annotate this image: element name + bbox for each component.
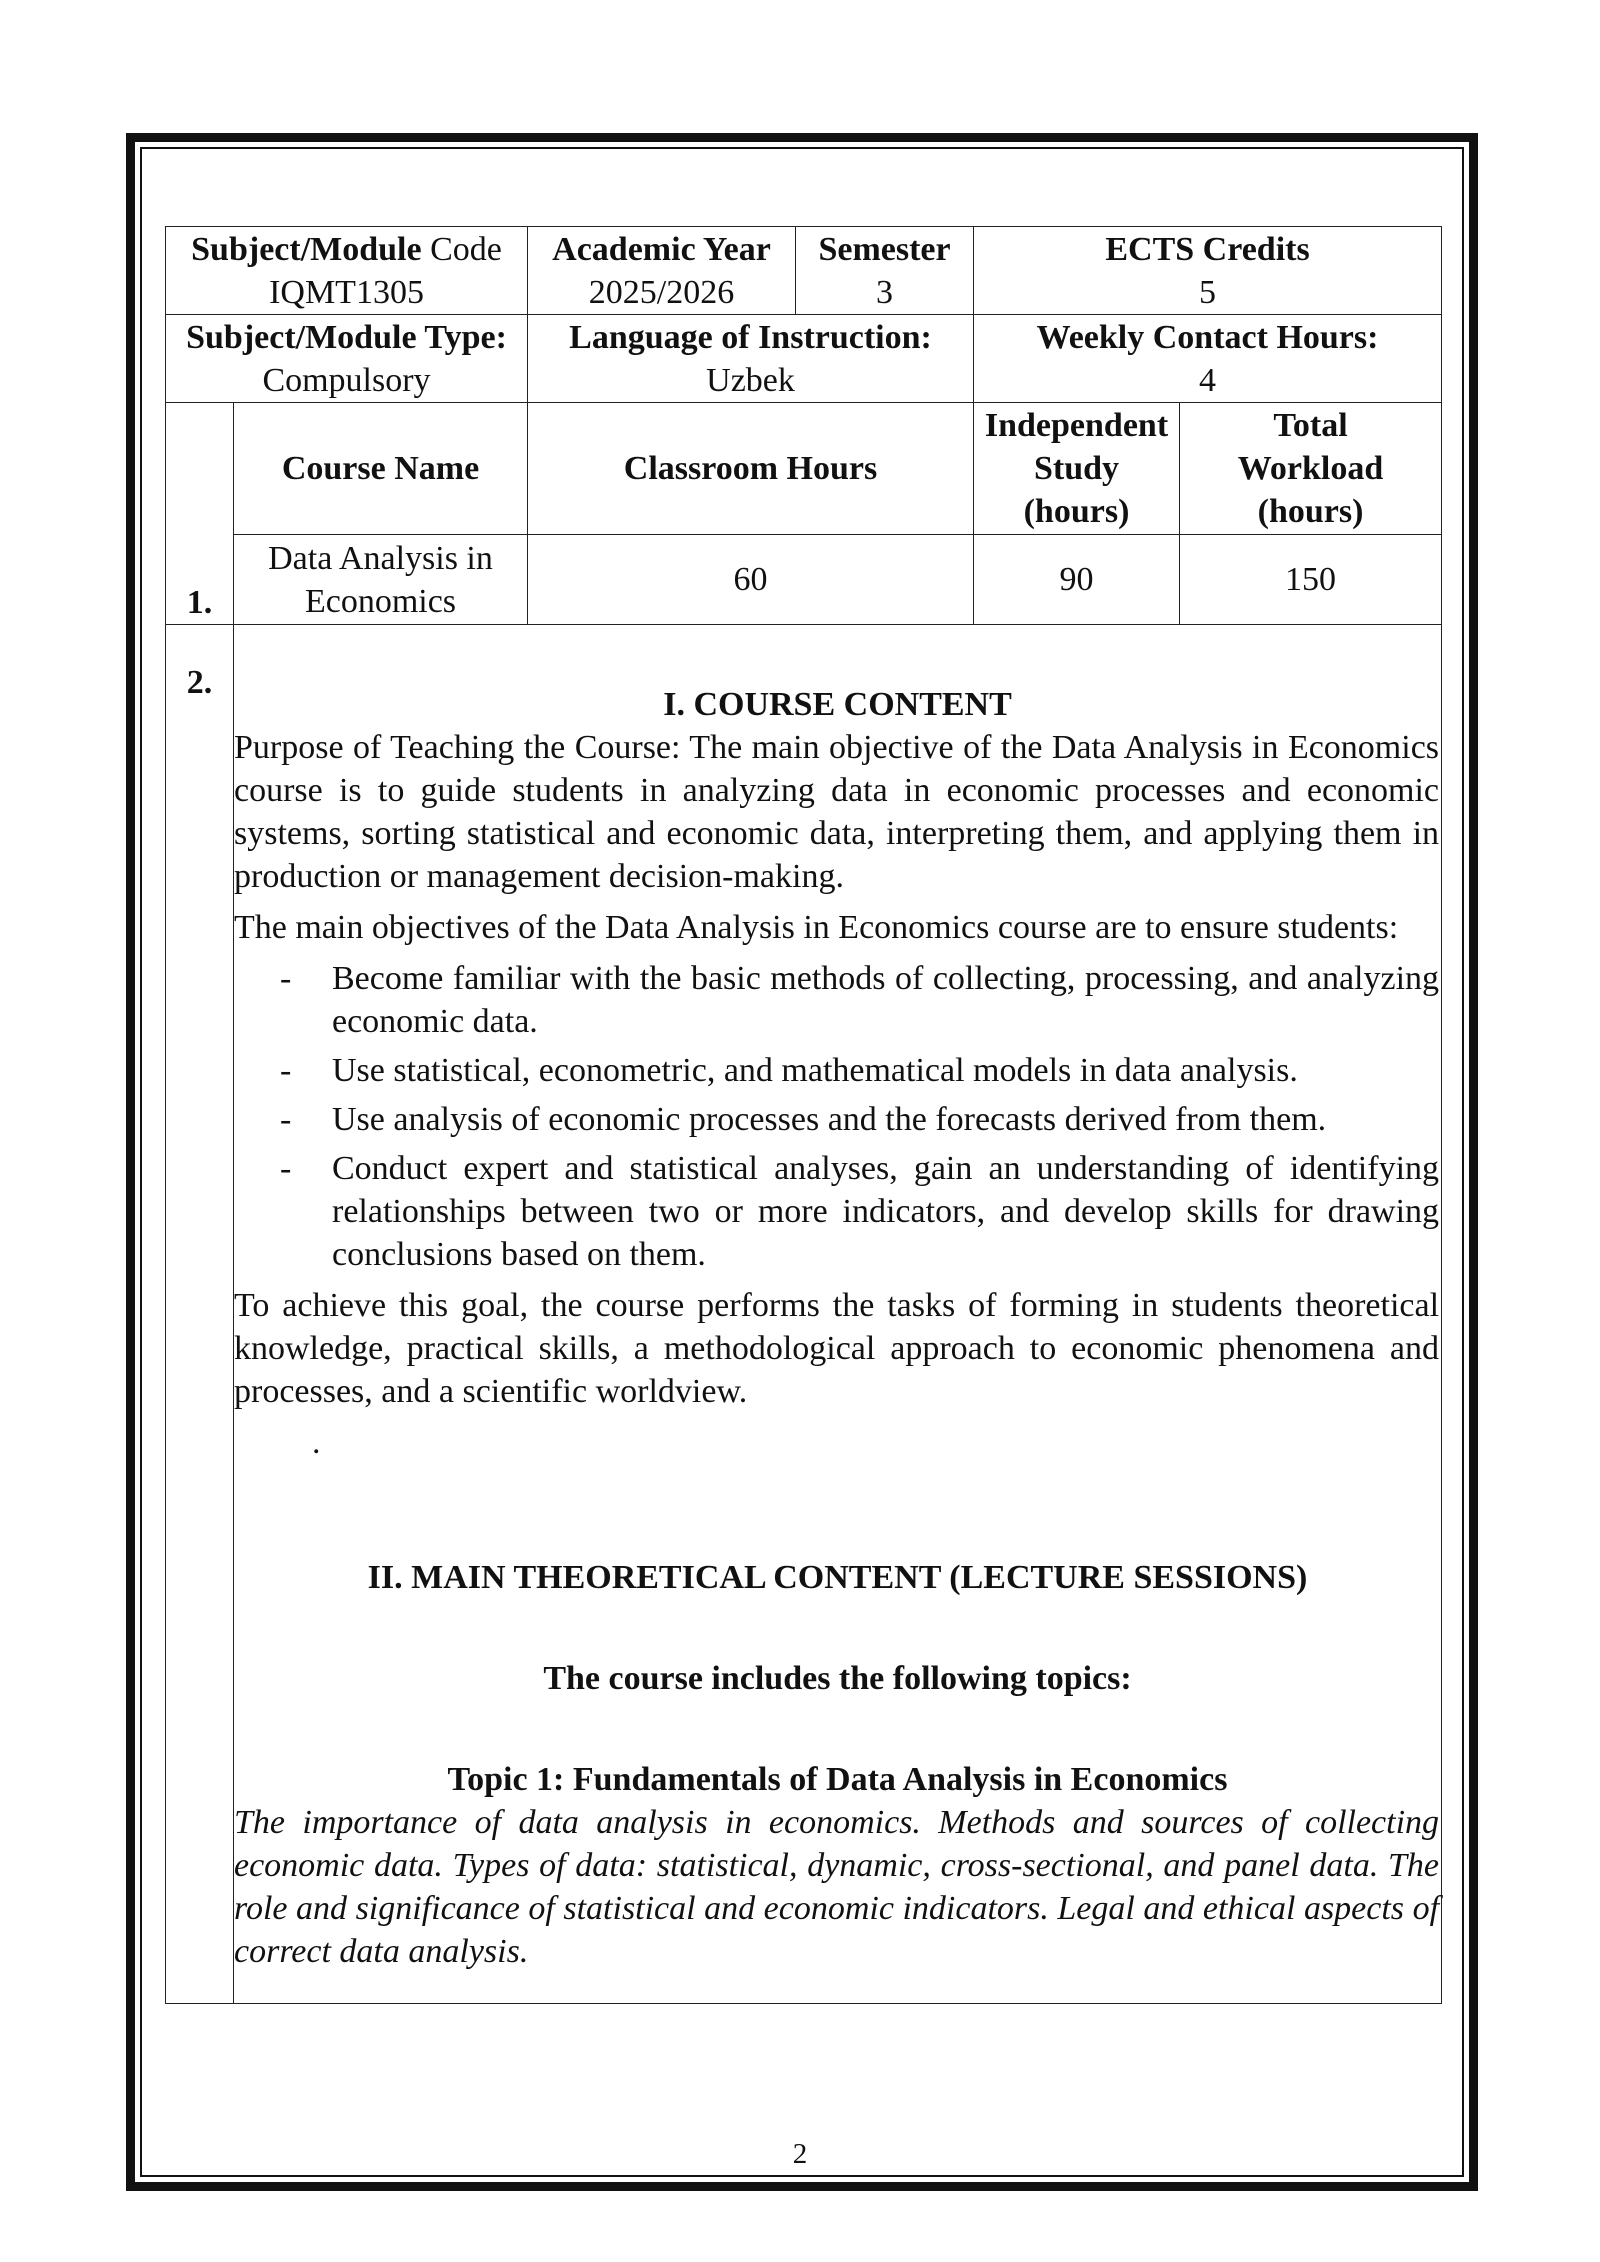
topic-1-description: The importance of data analysis in economics. Methods and sources of collecting economic data. Types of data: statistical, dynamic, cross-sectional, and panel data. The role and significance of statistical and economic indicators. Legal and ethical aspects of correct data analysis. bbox=[234, 1804, 1440, 1970]
module-info-row-1 bbox=[166, 227, 1442, 315]
academic-year-label: Academic Year bbox=[552, 230, 771, 268]
objective-item: - Use analysis of economic processes and the forecasts derived from them. bbox=[332, 1098, 1439, 1141]
total-workload-value: 150 bbox=[1180, 535, 1442, 625]
header-total-workload: Total Workload (hours) bbox=[1180, 403, 1442, 535]
semester-value: 3 bbox=[876, 273, 894, 311]
topics-intro: The course includes the following topics: bbox=[543, 1660, 1132, 1697]
weekly-hours-cell bbox=[974, 315, 1442, 403]
language-cell bbox=[528, 315, 974, 403]
ects-label: ECTS Credits bbox=[1105, 230, 1310, 268]
header-classroom-hours: Classroom Hours bbox=[528, 403, 974, 535]
workload-header-row bbox=[166, 403, 1442, 535]
module-code-label-bold: Subject/Module bbox=[191, 230, 422, 268]
course-content-row bbox=[166, 625, 1442, 2004]
semester-cell bbox=[796, 227, 974, 315]
heading-theoretical-content: II. MAIN THEORETICAL CONTENT (LECTURE SESSIONS) bbox=[367, 1559, 1308, 1596]
objectives-intro: The main objectives of the Data Analysis in Economics course are to ensure students: bbox=[234, 909, 1399, 946]
row-number-1: 1. bbox=[166, 403, 234, 625]
row-number-2: 2. bbox=[166, 625, 234, 2004]
stray-dot: . bbox=[312, 1424, 321, 1461]
ects-cell bbox=[974, 227, 1442, 315]
language-value: Uzbek bbox=[706, 361, 795, 399]
objective-item: - Use statistical, econometric, and mathematical models in data analysis. bbox=[332, 1049, 1439, 1092]
workload-data-row bbox=[166, 535, 1442, 625]
module-code-label-rest: Code bbox=[421, 230, 502, 268]
page-number: 2 bbox=[792, 2138, 808, 2170]
topic-1-title: Topic 1: Fundamentals of Data Analysis in Economics bbox=[447, 1761, 1228, 1798]
objective-item: - Become familiar with the basic methods of collecting, processing, and analyzing economic data. bbox=[332, 957, 1439, 1043]
course-name-value: Data Analysis in Economics bbox=[234, 535, 528, 625]
independent-study-value: 90 bbox=[974, 535, 1180, 625]
course-info-table bbox=[165, 226, 1442, 2004]
academic-year-cell bbox=[528, 227, 796, 315]
purpose-paragraph: Purpose of Teaching the Course: The main objective of the Data Analysis in Economics course is to guide students in analyzing data in economic processes and economic systems, sorting statistical and economic data, interpreting them, and applying them in production or management decision-making. bbox=[234, 729, 1440, 895]
weekly-hours-value: 4 bbox=[1199, 361, 1217, 399]
semester-label: Semester bbox=[818, 230, 951, 268]
module-info-row-2 bbox=[166, 315, 1442, 403]
classroom-hours-value: 60 bbox=[528, 535, 974, 625]
header-course-name: Course Name bbox=[234, 403, 528, 535]
objective-item: - Conduct expert and statistical analyses, gain an understanding of identifying relationships between two or more indicators, and develop skills for drawing conclusions based on them. bbox=[332, 1147, 1439, 1276]
header-independent-study: Independent Study (hours) bbox=[974, 403, 1180, 535]
goal-paragraph: To achieve this goal, the course performs the tasks of forming in students theoretical knowledge, practical skills, a methodological approach to economic phenomena and processes, and a scientific worldview. bbox=[234, 1287, 1440, 1410]
module-type-cell bbox=[166, 315, 528, 403]
heading-course-content: I. COURSE CONTENT bbox=[663, 686, 1012, 723]
language-label: Language of Instruction: bbox=[569, 318, 932, 356]
ects-value: 5 bbox=[1199, 273, 1217, 311]
module-code-cell bbox=[166, 227, 528, 315]
weekly-hours-label: Weekly Contact Hours: bbox=[1036, 318, 1379, 356]
module-type-label: Subject/Module Type: bbox=[186, 318, 507, 356]
course-content-cell bbox=[234, 625, 1442, 2004]
objectives-list bbox=[234, 957, 1441, 1276]
module-type-value: Compulsory bbox=[262, 361, 431, 399]
module-code-value: IQMT1305 bbox=[269, 273, 424, 311]
academic-year-value: 2025/2026 bbox=[588, 273, 735, 311]
